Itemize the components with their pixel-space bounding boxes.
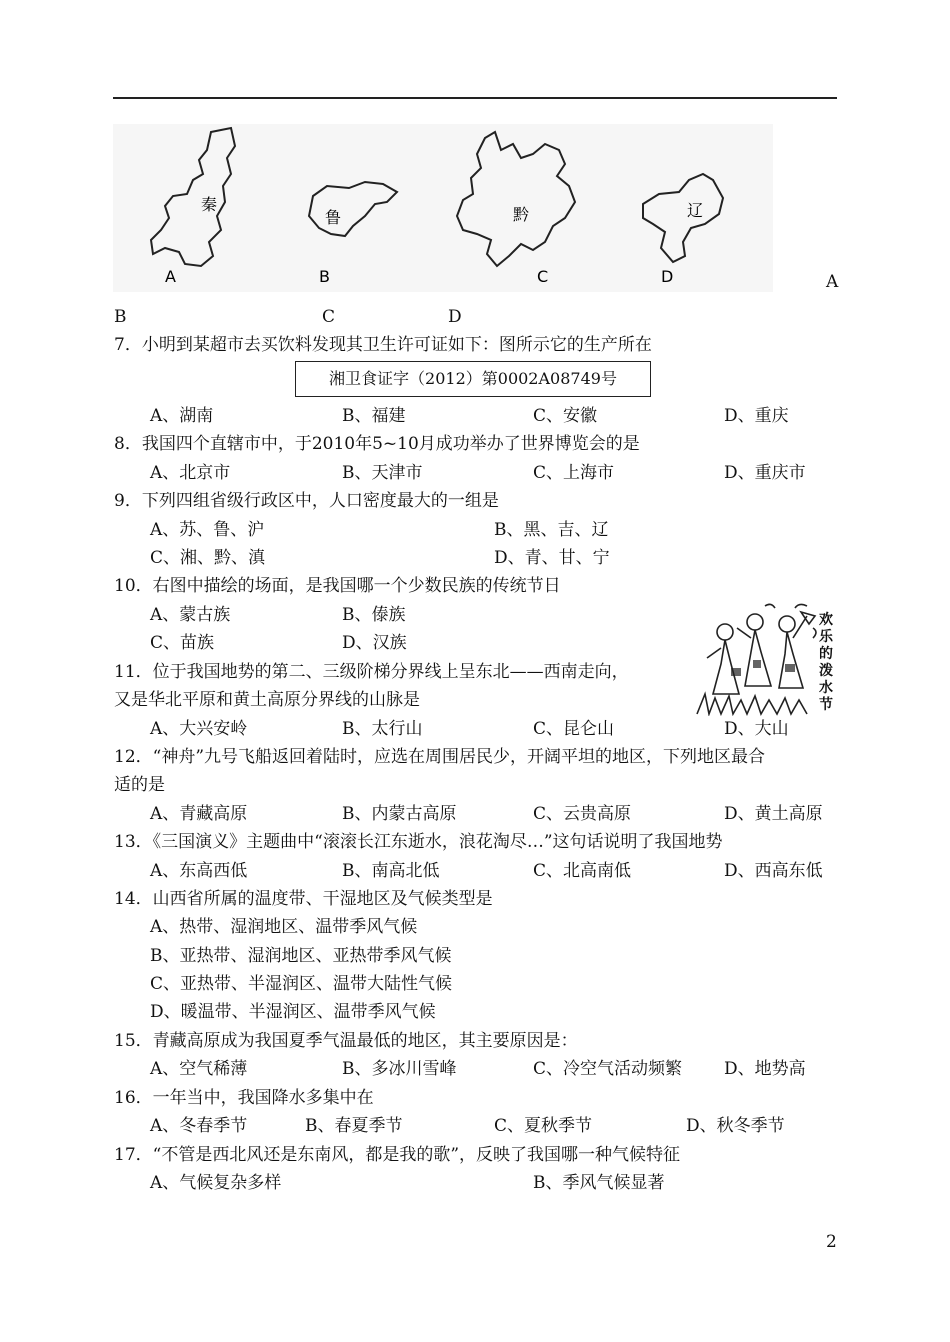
q10-option-d: D、汉族 (342, 633, 407, 653)
header-rule (113, 97, 837, 99)
map-label-qian: 黔 (513, 205, 530, 224)
map-letter-d: D (661, 267, 674, 286)
question-number: 7． (114, 335, 142, 355)
q15-option-c: C、冷空气活动频繁 (533, 1059, 683, 1079)
q14-option-a: A、热带、湿润地区、温带季风气候 (150, 917, 418, 937)
question-number: 16． (114, 1088, 153, 1108)
q8-option-a: A、北京市 (150, 463, 231, 483)
question-12 (114, 745, 765, 769)
question-13 (114, 830, 723, 854)
caption-char-2: 乐 (819, 629, 833, 645)
q17-option-b: B、季风气候显著 (533, 1173, 665, 1193)
option-c-stray: C (322, 307, 336, 327)
q8-option-d: D、重庆市 (724, 463, 806, 483)
question-text: 我国四个直辖市中，于2010年5~10月成功举办了世界博览会的是 (141, 434, 640, 454)
page-number: 2 (826, 1232, 837, 1252)
q14-option-c: C、亚热带、半湿润区、温带大陆性气候 (150, 974, 453, 994)
q10-option-c: C、苗族 (150, 633, 215, 653)
q11-option-d: D、大山 (724, 719, 789, 739)
question-text: 下列四组省级行政区中，人口密度最大的一组是 (141, 491, 499, 511)
q11-option-c: C、昆仑山 (533, 719, 615, 739)
question-text: 山西省所属的温度带、干湿地区及气候类型是 (152, 889, 493, 909)
question-number: 11． (114, 662, 153, 682)
question-number: 17． (114, 1145, 153, 1165)
q13-option-b: B、南高北低 (342, 861, 440, 881)
question-8 (114, 432, 640, 456)
province-maps-figure (113, 124, 773, 292)
question-number: 13． (114, 832, 153, 852)
caption-char-3: 的 (819, 646, 833, 662)
question-text: “神舟”九号飞船返回着陆时，应选在周围居民少，开阔平坦的地区，下列地区最合 (152, 747, 766, 767)
option-b-stray: B (114, 307, 127, 327)
question-number: 9． (114, 491, 142, 511)
q8-option-c: C、上海市 (533, 463, 615, 483)
question-14 (114, 887, 493, 911)
question-number: 14． (114, 889, 153, 909)
map-letter-a: A (165, 267, 176, 286)
question-11 (114, 660, 629, 684)
q12-option-d: D、黄土高原 (724, 804, 823, 824)
q9-option-b: B、黑、吉、辽 (494, 520, 609, 540)
question-11-line2: 又是华北平原和黄土高原分界线的山脉是 (114, 690, 420, 710)
question-text: 小明到某超市去买饮料发现其卫生许可证如下：图所示它的生产所在 (141, 335, 652, 355)
caption-char-5: 水 (819, 680, 833, 696)
map-label-lu: 鲁 (325, 208, 342, 227)
q9-option-a: A、苏、鲁、沪 (150, 520, 265, 540)
map-label-liao: 辽 (687, 201, 704, 220)
q9-option-c: C、湘、黔、滇 (150, 548, 266, 568)
q7-option-b: B、福建 (342, 406, 406, 426)
q15-option-d: D、地势高 (724, 1059, 806, 1079)
q13-option-a: A、东高西低 (150, 861, 248, 881)
question-12-line2: 适的是 (114, 775, 165, 795)
question-17 (114, 1143, 680, 1167)
q11-option-b: B、太行山 (342, 719, 423, 739)
caption-char-6: 节 (819, 697, 833, 713)
map-letter-c: C (537, 267, 549, 286)
question-15 (114, 1029, 578, 1053)
q15-option-b: B、多冰川雪峰 (342, 1059, 457, 1079)
question-text: 位于我国地势的第二、三级阶梯分界线上呈东北——西南走向， (152, 662, 629, 682)
water-festival-illustration (695, 602, 837, 716)
q13-option-c: C、北高南低 (533, 861, 632, 881)
q17-option-a: A、气候复杂多样 (150, 1173, 282, 1193)
map-label-qin: 秦 (201, 195, 218, 214)
q7-option-c: C、安徽 (533, 406, 598, 426)
question-text: “不管是西北风还是东南风，都是我的歌”，反映了我国哪一种气候特征 (152, 1145, 681, 1165)
q14-option-d: D、暖温带、半湿润区、温带季风气候 (150, 1002, 436, 1022)
question-16 (114, 1086, 374, 1110)
q12-option-a: A、青藏高原 (150, 804, 248, 824)
question-number: 15． (114, 1031, 153, 1051)
q16-option-b: B、春夏季节 (305, 1116, 403, 1136)
q14-option-b: B、亚热带、湿润地区、亚热带季风气候 (150, 946, 452, 966)
caption-char-1: 欢 (819, 612, 833, 628)
q11-option-a: A、大兴安岭 (150, 719, 248, 739)
q16-option-d: D、秋冬季节 (686, 1116, 785, 1136)
question-text: 右图中描绘的场面，是我国哪一个少数民族的传统节日 (152, 576, 561, 596)
q15-option-a: A、空气稀薄 (150, 1059, 248, 1079)
q7-option-a: A、湖南 (150, 406, 214, 426)
question-number: 10． (114, 576, 153, 596)
option-d-stray: D (448, 307, 462, 327)
option-a-stray: A (826, 272, 839, 292)
q10-option-a: A、蒙古族 (150, 605, 231, 625)
q8-option-b: B、天津市 (342, 463, 423, 483)
q9-option-d: D、青、甘、宁 (494, 548, 610, 568)
q7-option-d: D、重庆 (724, 406, 789, 426)
question-10 (114, 574, 561, 598)
question-text: 一年当中，我国降水多集中在 (152, 1088, 374, 1108)
q13-option-d: D、西高东低 (724, 861, 823, 881)
question-9 (114, 489, 499, 513)
question-number: 8． (114, 434, 142, 454)
question-7 (114, 333, 652, 357)
caption-char-4: 泼 (819, 663, 833, 679)
question-number: 12． (114, 747, 153, 767)
map-letter-b: B (319, 267, 330, 286)
question-text: 《三国演义》主题曲中“滚滚长江东逝水，浪花淘尽…”这句话说明了我国地势 (152, 832, 723, 852)
q12-option-b: B、内蒙古高原 (342, 804, 457, 824)
q12-option-c: C、云贵高原 (533, 804, 632, 824)
q16-option-c: C、夏秋季节 (494, 1116, 593, 1136)
q10-option-b: B、傣族 (342, 605, 406, 625)
q16-option-a: A、冬春季节 (150, 1116, 248, 1136)
question-text: 青藏高原成为我国夏季气温最低的地区，其主要原因是： (152, 1031, 578, 1051)
license-box: 湘卫食证字（2012）第0002A08749号 (295, 361, 651, 397)
